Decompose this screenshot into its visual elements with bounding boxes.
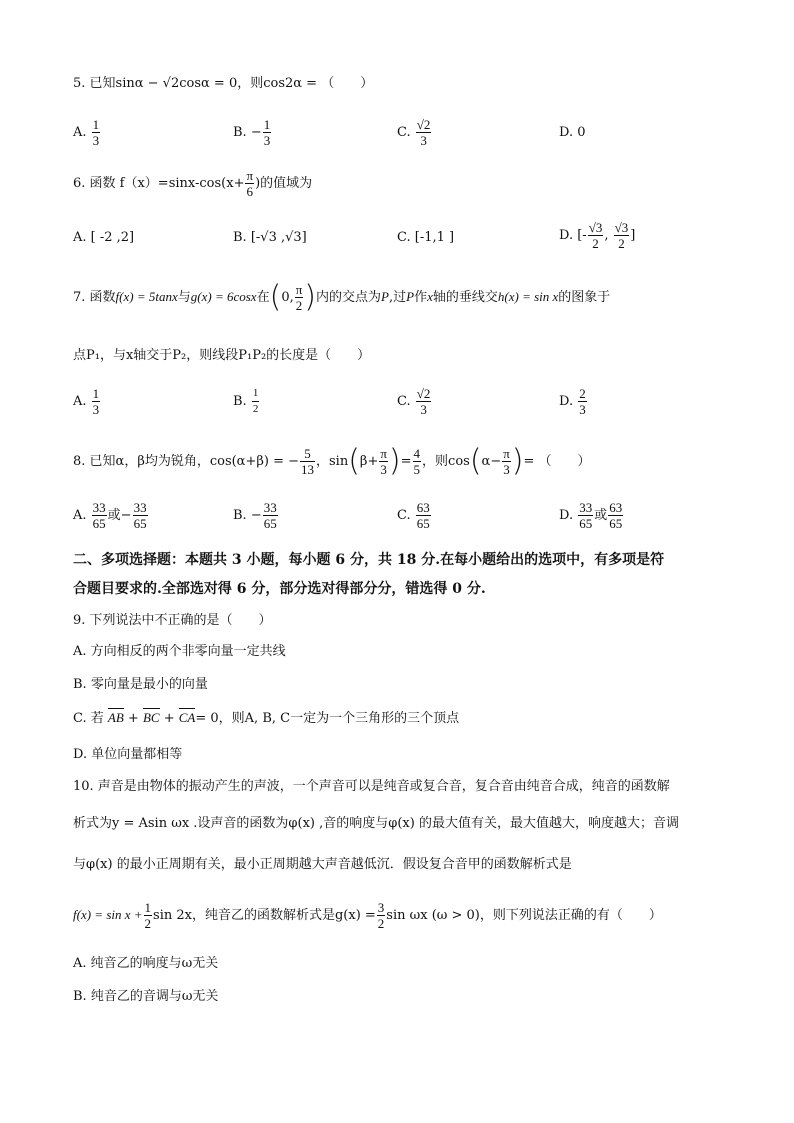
q6-option-d: D. [- $\frac{√3}{2}$ , $\frac{√3}{2}$ ] <box>559 220 636 251</box>
q8-option-c: C. $\frac{63}{65}$ <box>397 500 430 531</box>
q8-stem: 8. 已知α，β均为锐角，cos(α+β) = − $\frac{5}{13}$ ，sin(β+ $\frac{\pi}{3}$ )= $\frac{4}{5}$ ，则cos(α− $\frac{\pi}{3}$ )= （ ） <box>73 443 591 479</box>
q6-stem: 6. 函数 f（x）=sinx-cos(x+ $\frac{\pi}{6}$ )的值域为 <box>73 168 313 199</box>
q5-stem: 5. 已知sinα − √2cosα = 0，则cos2α = （ ） <box>73 76 374 91</box>
q9-option-a: A. 方向相反的两个非零向量一定共线 <box>73 644 286 659</box>
q6-option-c: C. [-1,1 ] <box>397 230 455 245</box>
q10-line2: 析式为y = Asin ωx .设声音的函数为φ(x) ,音的响度与φ(x) 的最大值有关，最大值越大，响度越大；音调 <box>73 816 679 831</box>
q5-option-d: D. 0 <box>559 125 586 140</box>
q8-option-d: D. $\frac{33}{65}$ 或 $\frac{63}{65}$ <box>559 500 623 531</box>
q9-option-c: C. 若 AB + BC + CA= 0，则A, B, C一定为一个三角形的三个顶点 <box>73 710 460 726</box>
q8-option-b: B. − $\frac{33}{65}$ <box>233 500 277 531</box>
q10-line4: f(x) = sin x + $\frac{1}{2}$ sin 2x，纯音乙的函数解析式是g(x) = $\frac{3}{2}$ sin ωx (ω > 0)，则下列说法正确的有（ ） <box>73 900 662 931</box>
q7-stem-line1: 7. 函数f(x) = 5tanx与g(x) = 6cosx在(0, $\frac{\pi}{2}$ )内的交点为P,过P作x轴的垂线交h(x) = sin x的图象于 <box>73 279 611 315</box>
q8-option-a: A. $\frac{33}{65}$ 或− $\frac{33}{65}$ <box>73 500 147 531</box>
q9-stem: 9. 下列说法中不正确的是（ ） <box>73 613 272 628</box>
q7-option-c: C. $\frac{√2}{3}$ <box>397 386 431 417</box>
q5-option-c: C. $\frac{√2}{3}$ <box>397 117 431 148</box>
section-heading-line2: 合题目要求的.全部选对得 6 分，部分选对得部分分，错选得 0 分. <box>73 581 486 597</box>
section-heading-line1: 二、多项选择题：本题共 3 小题，每小题 6 分，共 18 分.在每小题给出的选项中，有多项是符 <box>73 552 665 568</box>
q9-option-b: B. 零向量是最小的向量 <box>73 677 208 692</box>
q6-option-b: B. [-√3 ,√3] <box>233 230 307 245</box>
q10-line3: 与φ(x) 的最小正周期有关，最小正周期越大声音越低沉．假设复合音甲的函数解析式是 <box>73 857 572 872</box>
q6-option-a: A. [ -2 ,2] <box>73 230 135 245</box>
q7-option-d: D. $\frac{2}{3}$ <box>559 386 586 417</box>
q10-option-b: B. 纯音乙的音调与ω无关 <box>73 989 219 1004</box>
q5-option-b: B. − $\frac{1}{3}$ <box>233 117 271 148</box>
q7-option-a: A. $\frac{1}{3}$ <box>73 386 100 417</box>
q10-option-a: A. 纯音乙的响度与ω无关 <box>73 956 219 971</box>
q9-option-d: D. 单位向量都相等 <box>73 747 183 762</box>
q10-line1: 10. 声音是由物体的振动产生的声波，一个声音可以是纯音或复合音，复合音由纯音合成，纯音的函数解 <box>73 779 670 794</box>
q5-option-a: A. $\frac{1}{3}$ <box>73 117 100 148</box>
q7-stem-line2: 点P₁，与x轴交于P₂，则线段P₁P₂的长度是（ ） <box>73 348 371 363</box>
q7-option-b: B. $\frac{1}{2}$ <box>233 387 259 415</box>
